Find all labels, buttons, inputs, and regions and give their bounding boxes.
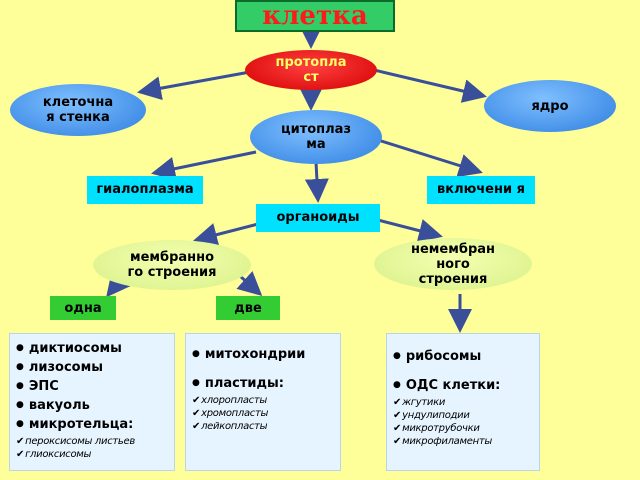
- list-item: ● диктиосомы: [16, 340, 168, 359]
- arrow-cytoplasm-organelles: [316, 162, 318, 200]
- node-inclusions: включени я: [427, 176, 535, 204]
- arrow-protoplast-nucleus: [374, 70, 484, 96]
- node-organelles: органоиды: [256, 204, 380, 232]
- list-subitem: ✔ хромопласты: [192, 407, 334, 420]
- node-membrane-structure: мембранно го строения: [93, 240, 251, 290]
- arrow-organelles-nonmembrane: [378, 220, 440, 236]
- list-item: ● микротельца:: [16, 416, 168, 435]
- node-protoplast: протопла ст: [245, 50, 377, 90]
- list-item: ● рибосомы: [393, 348, 533, 367]
- list-spacer: [192, 365, 334, 375]
- list-item: ● лизосомы: [16, 359, 168, 378]
- list-item: ● митохондрии: [192, 346, 334, 365]
- list-subitem: ✔ лейкопласты: [192, 420, 334, 433]
- arrow-membrane-two: [240, 276, 260, 294]
- arrow-organelles-membrane: [196, 223, 262, 240]
- diagram-title: клетка: [235, 0, 395, 32]
- node-nucleus: ядро: [484, 80, 616, 132]
- node-hyaloplasm: гиалоплазма: [87, 176, 203, 204]
- list-spacer: [393, 367, 533, 377]
- list-non-membrane: [386, 333, 540, 471]
- node-single-membrane: одна: [50, 296, 116, 320]
- list-item: ● ЭПС: [16, 378, 168, 397]
- list-subitem: ✔ жгутики: [393, 396, 533, 409]
- node-double-membrane: две: [216, 296, 280, 320]
- list-subitem: ✔ микрофиламенты: [393, 435, 533, 448]
- list-single-membrane: [9, 333, 175, 471]
- list-item: ● вакуоль: [16, 397, 168, 416]
- list-subitem: ✔ хлоропласты: [192, 394, 334, 407]
- arrow-cytoplasm-hyaloplasm: [154, 152, 256, 173]
- list-double-membrane: [185, 333, 341, 471]
- list-subitem: ✔ пероксисомы листьев: [16, 435, 168, 448]
- arrow-cytoplasm-inclusions: [378, 140, 480, 172]
- node-cell-wall: клеточна я стенка: [10, 84, 146, 136]
- node-nonmembrane-structure: немембран ного строения: [374, 238, 532, 290]
- arrow-protoplast-wall: [140, 72, 250, 92]
- list-subitem: ✔ микротрубочки: [393, 422, 533, 435]
- list-subitem: ✔ ундулиподии: [393, 409, 533, 422]
- list-item: ● ОДС клетки:: [393, 377, 533, 396]
- list-item: ● пластиды:: [192, 375, 334, 394]
- list-subitem: ✔ глиоксисомы: [16, 448, 168, 461]
- node-cytoplasm: цитоплаз ма: [250, 110, 382, 164]
